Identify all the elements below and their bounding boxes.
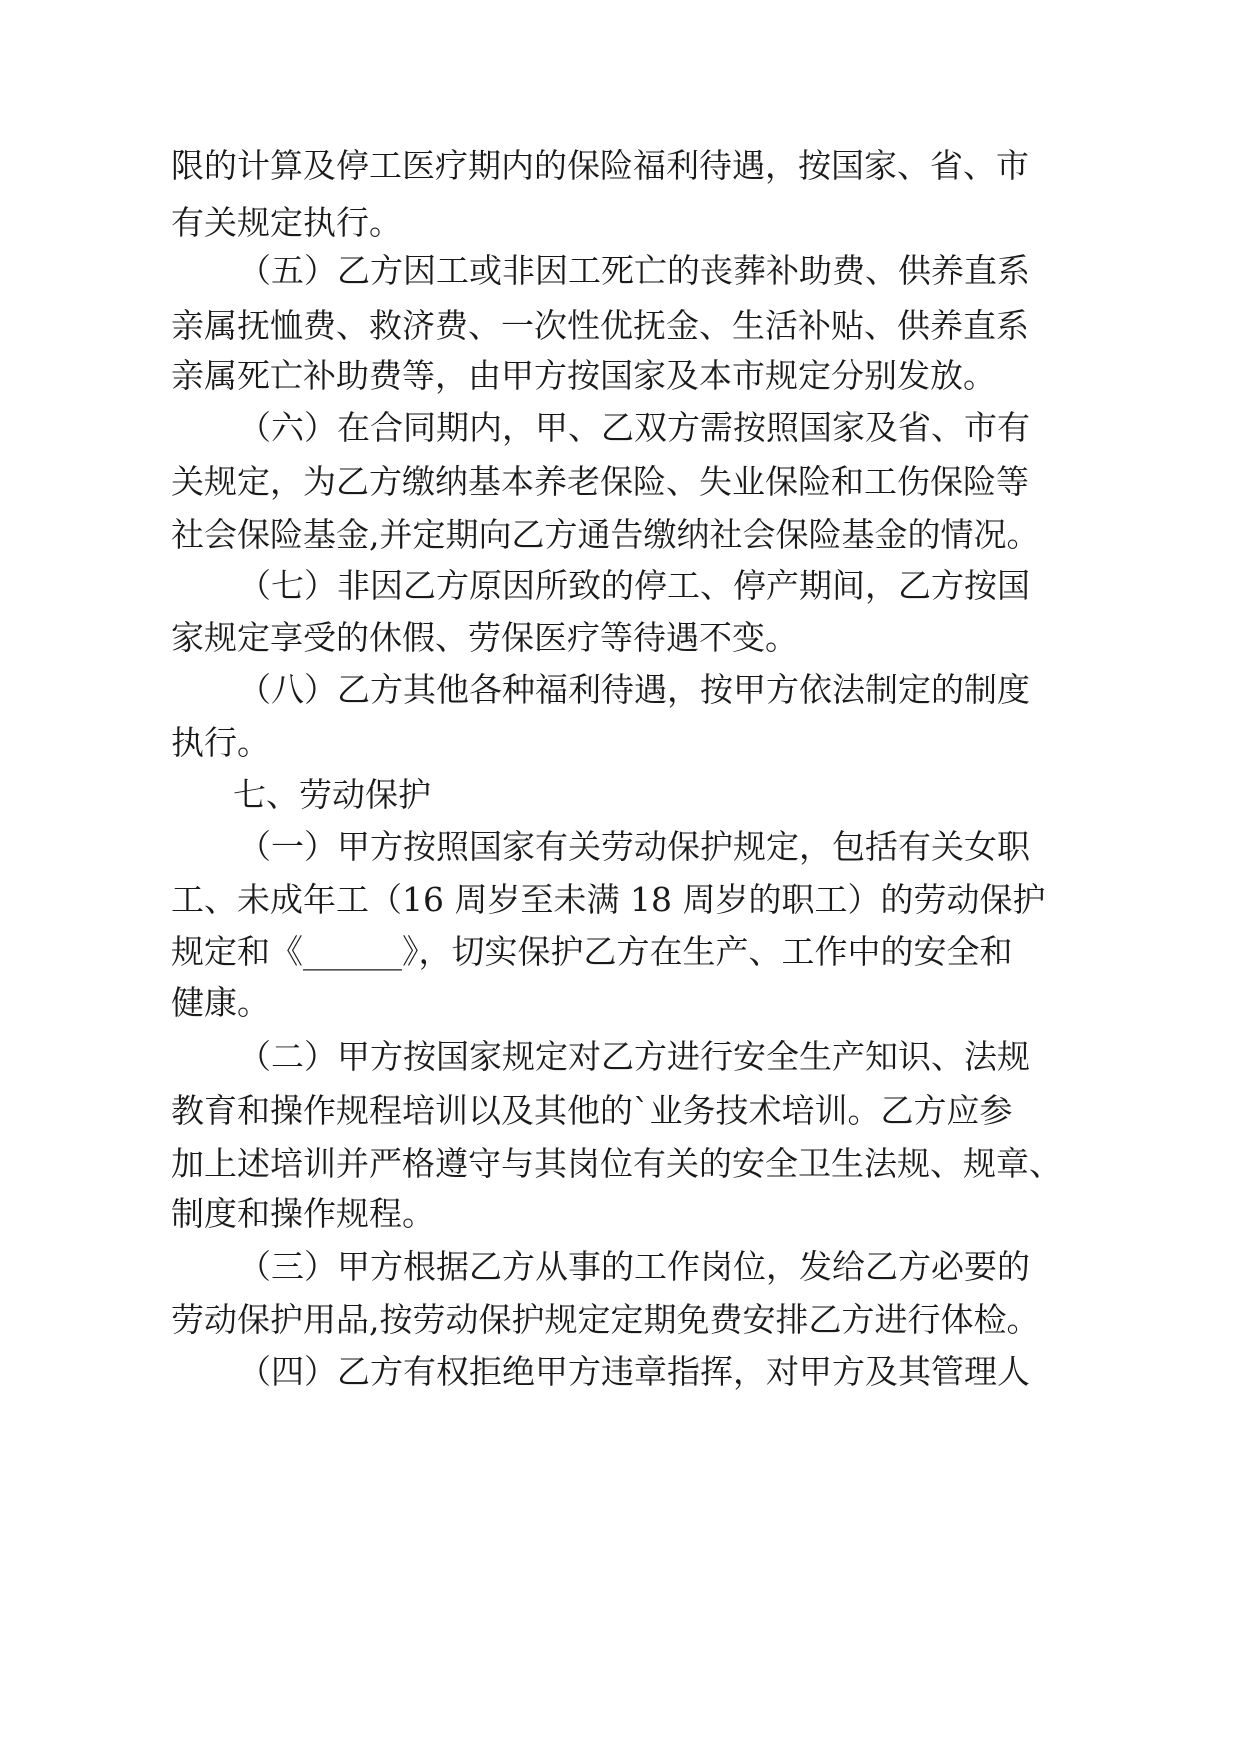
text-line — [0, 817, 1241, 877]
text-line — [0, 1081, 1241, 1141]
line-text: 制度和操作规程。 — [171, 1194, 435, 1233]
text-line — [0, 452, 1241, 512]
line-text: 规定和《______》，切实保护乙方在生产、工作中的安全和 — [171, 932, 1013, 971]
text-line — [0, 713, 1241, 773]
text-line — [0, 1184, 1241, 1244]
line-text: 亲属抚恤费、救济费、一次性优抚金、生活补贴、供养直系 — [171, 306, 1029, 345]
line-text: 工、未成年工（16 周岁至未满 18 周岁的职工）的劳动保护 — [171, 880, 1046, 919]
text-line — [0, 1342, 1241, 1402]
text-line — [0, 1237, 1241, 1297]
line-text: 家规定享受的休假、劳保医疗等待遇不变。 — [171, 618, 798, 657]
line-text: （七）非因乙方原因所致的停工、停产期间，乙方按国 — [238, 566, 1030, 605]
line-text: 关规定，为乙方缴纳基本养老保险、失业保险和工伤保险等 — [171, 462, 1029, 501]
text-line — [0, 136, 1241, 196]
text-line — [0, 241, 1241, 301]
text-line — [0, 660, 1241, 720]
line-text: （八）乙方其他各种福利待遇，按甲方依法制定的制度 — [238, 670, 1030, 709]
line-text: 加上述培训并严格遵守与其岗位有关的安全卫生法规、规章、 — [171, 1144, 1062, 1183]
line-text: （一）甲方按照国家有关劳动保护规定，包括有关女职 — [238, 827, 1030, 866]
line-text: （三）甲方根据乙方从事的工作岗位，发给乙方必要的 — [238, 1247, 1030, 1286]
section-heading: 七、劳动保护 — [233, 775, 431, 814]
line-text: 健康。 — [171, 983, 270, 1022]
text-line — [0, 973, 1241, 1033]
line-text: 限的计算及停工医疗期内的保险福利待遇，按国家、省、市 — [171, 146, 1029, 185]
line-text: 社会保险基金,并定期向乙方通告缴纳社会保险基金的情况。 — [171, 515, 1040, 554]
text-line — [0, 608, 1241, 668]
line-text: （四）乙方有权拒绝甲方违章指挥，对甲方及其管理人 — [238, 1352, 1030, 1391]
text-line — [0, 870, 1241, 930]
text-line — [0, 398, 1241, 458]
line-text: （五）乙方因工或非因工死亡的丧葬补助费、供养直系 — [238, 251, 1030, 290]
text-line — [0, 765, 1241, 825]
line-text: 执行。 — [171, 723, 270, 762]
line-text: （六）在合同期内，甲、乙双方需按照国家及省、市有 — [238, 408, 1030, 447]
line-text: 亲属死亡补助费等，由甲方按国家及本市规定分别发放。 — [171, 356, 996, 395]
text-line — [0, 1027, 1241, 1087]
line-text: （二）甲方按国家规定对乙方进行安全生产知识、法规 — [238, 1037, 1030, 1076]
line-text: 劳动保护用品,按劳动保护规定定期免费安排乙方进行体检。 — [171, 1300, 1040, 1339]
line-text: 有关规定执行。 — [171, 203, 402, 242]
line-text: 教育和操作规程培训以及其他的`业务技术培训。乙方应参 — [171, 1091, 1013, 1130]
text-line — [0, 556, 1241, 616]
text-line — [0, 346, 1241, 406]
text-line — [0, 1290, 1241, 1350]
